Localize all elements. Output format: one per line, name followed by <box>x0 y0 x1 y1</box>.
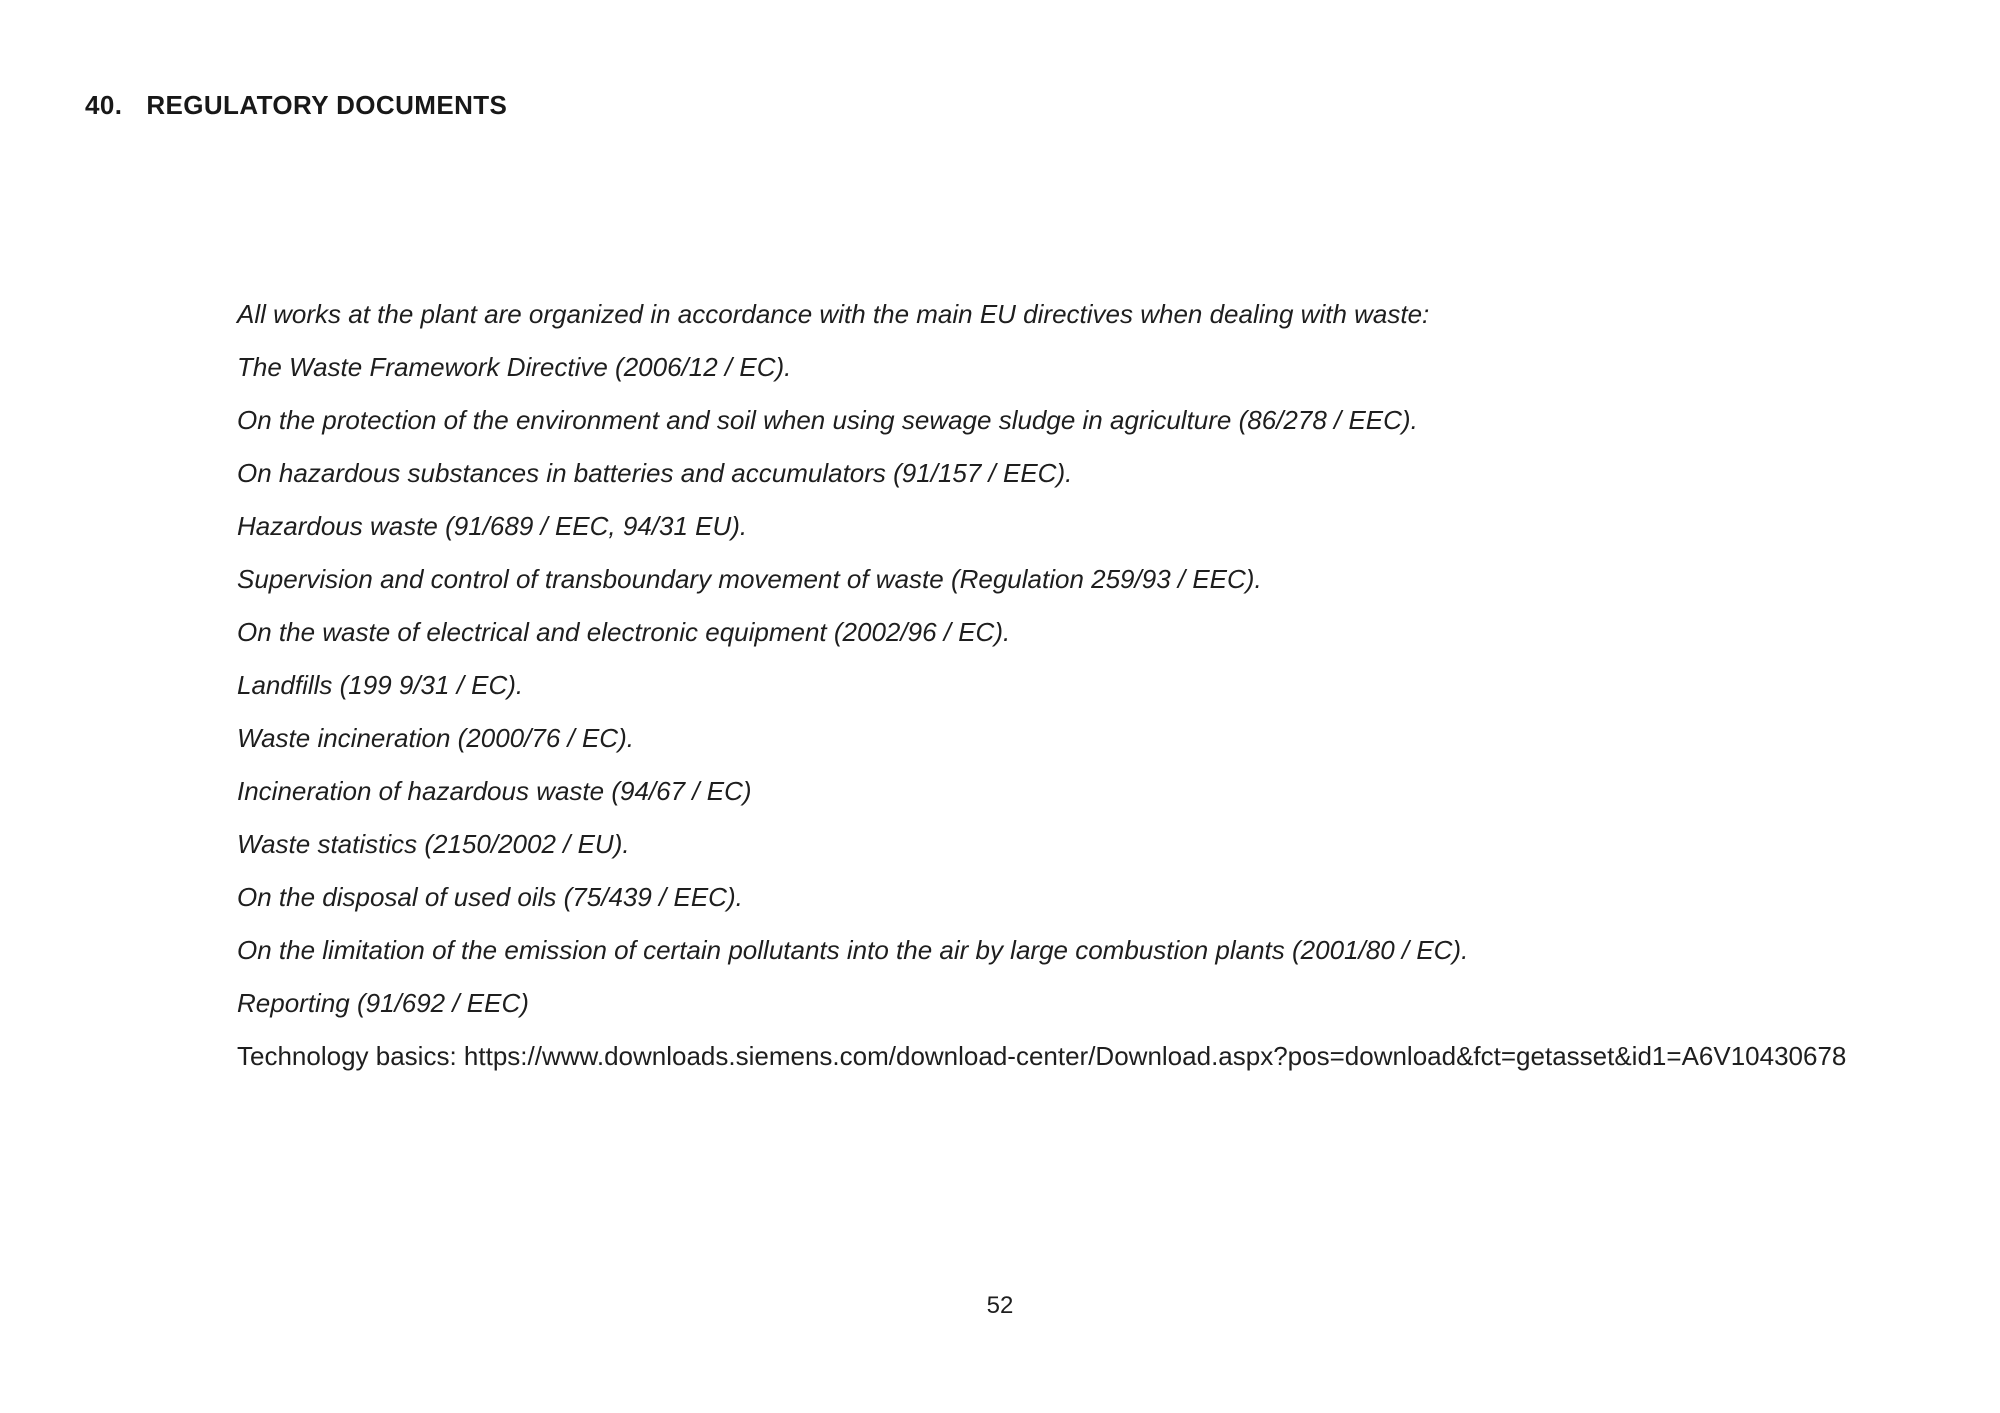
body-line: Waste statistics (2150/2002 / EU). <box>237 829 630 859</box>
page-footer <box>0 1292 2000 1320</box>
body-line: On the disposal of used oils (75/439 / EEC). <box>237 882 743 912</box>
body-line: On hazardous substances in batteries and accumulators (91/157 / EEC). <box>237 458 1073 488</box>
body-line: Landfills (199 9/31 / EC). <box>237 670 524 700</box>
directive-list <box>237 300 1940 1017</box>
section-number: 40. <box>85 90 123 120</box>
technology-basics-label: Technology basics: <box>237 1041 464 1071</box>
section-heading <box>85 90 507 121</box>
body-line: On the waste of electrical and electronic equipment (2002/96 / EC). <box>237 617 1011 647</box>
body-line: Reporting (91/692 / EEC) <box>237 988 529 1018</box>
body-line: Supervision and control of transboundary movement of waste (Regulation 259/93 / EEC). <box>237 564 1262 594</box>
body-line: The Waste Framework Directive (2006/12 / EC). <box>237 352 792 382</box>
body-line: Waste incineration (2000/76 / EC). <box>237 723 634 753</box>
body-line: On the protection of the environment and soil when using sewage sludge in agriculture (86/278 / EEC). <box>237 405 1418 435</box>
body-text <box>237 300 1940 1095</box>
body-line: Incineration of hazardous waste (94/67 / EC) <box>237 776 752 806</box>
technology-basics-url[interactable]: https://www.downloads.siemens.com/download-center/Download.aspx?pos=download&fct=getasset&id1=A6V10430678 <box>463 1041 1847 1071</box>
technology-basics-line <box>237 1042 1940 1070</box>
section-title: REGULATORY DOCUMENTS <box>146 90 508 120</box>
body-line: Hazardous waste (91/689 / EEC, 94/31 EU). <box>237 511 748 541</box>
page-number: 52 <box>986 1292 1014 1319</box>
body-line: All works at the plant are organized in accordance with the main EU directives when dealing with waste: <box>237 299 1430 329</box>
body-line: On the limitation of the emission of certain pollutants into the air by large combustion plants (2001/80 / EC). <box>237 935 1469 965</box>
